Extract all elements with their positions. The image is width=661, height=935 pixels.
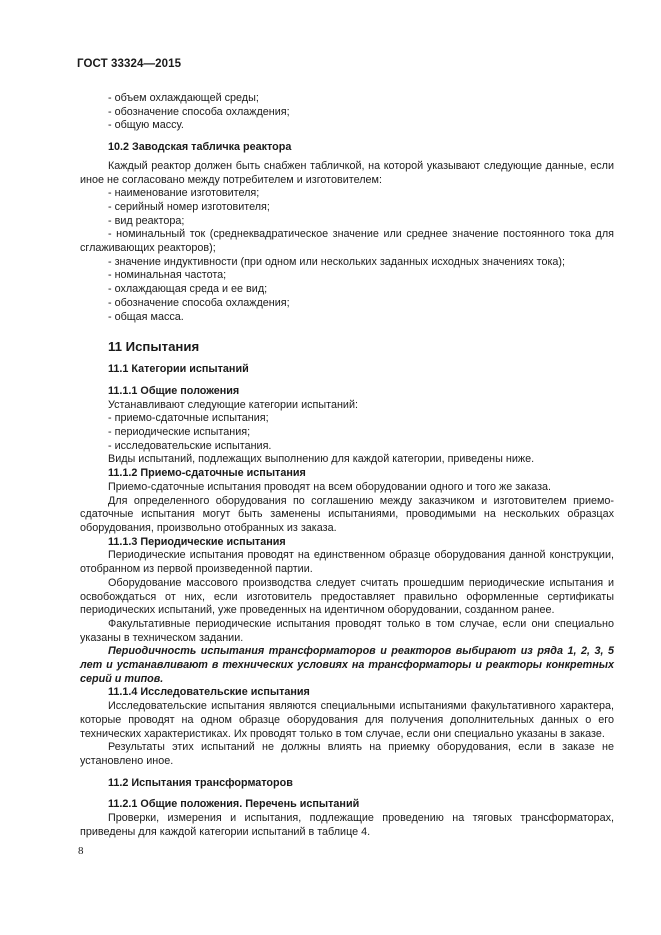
section-heading-11-2-1: 11.2.1 Общие положения. Перечень испытаний — [108, 798, 360, 811]
list-item: - общую массу. — [108, 119, 184, 132]
paragraph-emphasis: Периодичность испытания трансформаторов и реакторов выбирают из ряда 1, 2, 3, 5 лет и устанавливают в технических условиях на трансформаторы и реакторы конкретных серий и типов. — [80, 645, 614, 685]
list-item: - объем охлаждающей среды; — [108, 92, 259, 104]
paragraph: Проверки, измерения и испытания, подлежащие проведению на тяговых трансформаторах, приведены для каждой категории испытаний в таблице 4. — [80, 812, 614, 838]
section-heading-11-1-4: 11.1.4 Исследовательские испытания — [108, 686, 310, 699]
paragraph: Приемо-сдаточные испытания проводят на всем оборудовании одного и того же заказа. — [108, 480, 552, 493]
paragraph: Устанавливают следующие категории испытаний: — [108, 398, 358, 411]
section-heading-11-1: 11.1 Категории испытаний — [108, 363, 249, 376]
list-item: - общая масса. — [108, 310, 184, 323]
paragraph: Оборудование массового производства следует считать прошедшим периодические испытания и освобождаться от них, если изготовитель предоставляет правильно оформленные сертификаты периодических испытаний, уже проведенных на идентичном оборудовании, созданном ранее. — [80, 576, 614, 617]
list-item: - наименование изготовителя; — [108, 187, 260, 200]
paragraph: Факультативные периодические испытания проводят только в том случае, если они специально указаны в техническом задании. — [80, 617, 614, 644]
document-code-header: ГОСТ 33324—2015 — [77, 58, 182, 70]
section-heading-11-1-3: 11.1.3 Периодические испытания — [108, 535, 286, 548]
list-item: - обозначение способа охлаждения; — [108, 105, 290, 118]
paragraph: Виды испытаний, подлежащих выполнению для каждой категории, приведены ниже. — [108, 453, 535, 466]
section-heading-11: 11 Испытания — [108, 339, 200, 355]
list-item: - значение индуктивности (при одном или нескольких заданных исходных значениях тока); — [108, 255, 566, 268]
paragraph: Каждый реактор должен быть снабжен табличкой, на которой указывают следующие данные, если иное не согласовано между потребителем и изготовителем: — [80, 159, 614, 186]
section-heading-11-1-1: 11.1.1 Общие положения — [108, 384, 240, 397]
list-item: - охлаждающая среда и ее вид; — [108, 283, 268, 296]
list-item: - номинальный ток (среднеквадратическое значение или среднее значение постоянного тока для сглаживающих реакторов); — [80, 228, 614, 255]
page-body — [80, 92, 614, 839]
section-heading-11-2: 11.2 Испытания трансформаторов — [108, 776, 293, 789]
list-item: - вид реактора; — [108, 214, 185, 227]
list-item: - исследовательские испытания. — [108, 439, 272, 452]
list-item: - серийный номер изготовителя; — [108, 200, 270, 213]
list-item: - приемо-сдаточные испытания; — [108, 412, 269, 425]
list-item: - периодические испытания; — [108, 426, 251, 439]
section-heading-10-2: 10.2 Заводская табличка реактора — [108, 141, 292, 154]
list-item: - номинальная частота; — [108, 269, 227, 282]
paragraph: Результаты этих испытаний не должны влиять на приемку оборудования, если в заказе не установлено иное. — [80, 741, 614, 767]
paragraph: Исследовательские испытания являются специальными испытаниями факультативного характера, которые проводят на одном образце оборудования для получения дополнительных данных о его технических характеристиках. Их проводят только в том случае, если они специально указаны в заказе. — [80, 700, 614, 740]
paragraph: Периодические испытания проводят на единственном образце оборудования данной конструкции, отобранном из первой произведенной партии. — [80, 549, 614, 576]
page-number: 8 — [78, 845, 84, 857]
section-heading-11-1-2: 11.1.2 Приемо-сдаточные испытания — [108, 467, 306, 480]
paragraph: Для определенного оборудования по соглашению между заказчиком и изготовителем приемо-сдаточные испытания могут быть заменены испытаниями, проводимыми на нескольких образцах оборудования, произвольно отобранных из заказа. — [80, 494, 614, 534]
list-item: - обозначение способа охлаждения; — [108, 296, 290, 309]
